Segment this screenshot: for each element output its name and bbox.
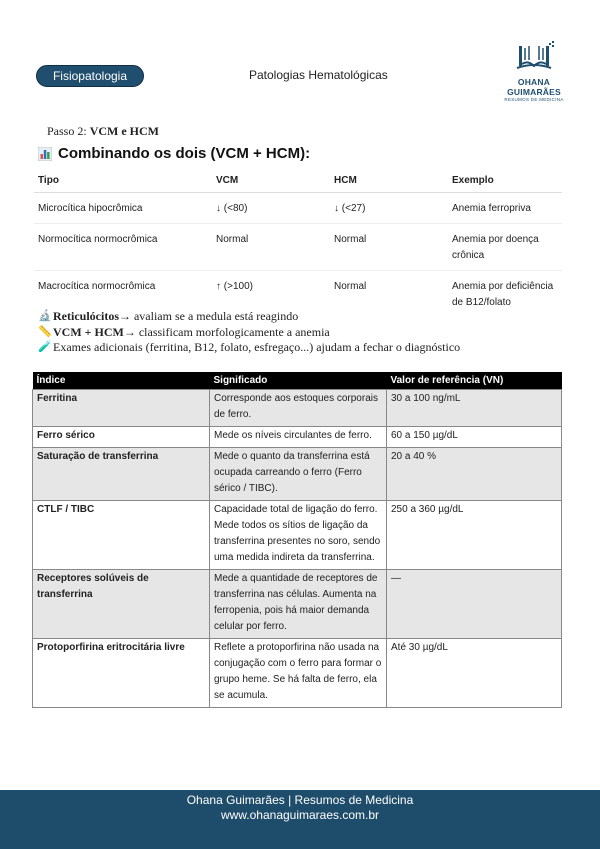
table-cell: ↓ (<80)	[212, 193, 330, 224]
table-cell: 60 a 150 µg/dL	[387, 427, 562, 448]
table-cell: Normal	[330, 224, 448, 271]
table-row	[33, 390, 562, 427]
section-badge: Fisiopatologia	[36, 65, 144, 87]
table-row	[33, 427, 562, 448]
table-row	[34, 193, 562, 224]
table-cell: Ferritina	[33, 390, 210, 427]
column-header: Exemplo	[448, 169, 562, 193]
table-cell: Anemia ferropriva	[448, 193, 562, 224]
table-cell: Saturação de transferrina	[33, 448, 210, 501]
table-header-row	[34, 169, 562, 193]
table-cell: Normal	[212, 224, 330, 271]
table-cell: ↓ (<27)	[330, 193, 448, 224]
column-header: VCM	[212, 169, 330, 193]
table-cell: —	[387, 570, 562, 639]
table-cell: Microcítica hipocrômica	[34, 193, 212, 224]
logo-subtitle: RESUMOS DE MEDICINA	[504, 97, 564, 102]
column-header: Índice	[33, 372, 210, 390]
table-cell: Corresponde aos estoques corporais de ferro.	[210, 390, 387, 427]
step-heading	[47, 124, 159, 139]
table-cell: 30 a 100 ng/mL	[387, 390, 562, 427]
notes-list	[38, 309, 460, 356]
table-cell: 250 a 360 µg/dL	[387, 501, 562, 570]
table-row	[33, 448, 562, 501]
anemia-classification-table	[34, 169, 562, 317]
table-cell: Reflete a protoporfirina não usada na conjugação com o ferro para formar o grupo heme. Se há falta de ferro, ela se acumula.	[210, 639, 387, 708]
list-item	[38, 309, 460, 325]
table-cell: Normal	[334, 281, 367, 292]
table-cell: Receptores solúveis de transferrina	[33, 570, 210, 639]
footer	[0, 790, 600, 849]
section-title-text: Combinando os dois (VCM + HCM):	[58, 145, 311, 162]
table-cell: Mede os níveis circulantes de ferro.	[210, 427, 387, 448]
header-title: Patologias Hematológicas	[249, 68, 388, 82]
test-tube-icon: 🧪	[38, 341, 52, 353]
microscope-icon: 🔬	[38, 310, 52, 322]
footer-credit: Ohana Guimarães | Resumos de Medicina	[186, 793, 414, 807]
table-row	[33, 639, 562, 708]
table-cell: Macrocítica normocrômica	[38, 281, 156, 292]
iron-indices-table	[32, 372, 562, 708]
table-cell: Anemia por deficiência de B12/folato	[452, 281, 554, 308]
column-header: Tipo	[34, 169, 212, 193]
logo-name: OHANA GUIMARÃES	[507, 77, 561, 97]
step-bold: VCM e HCM	[89, 124, 159, 138]
ruler-icon: 📏	[38, 325, 52, 338]
book-logo-icon	[509, 40, 559, 76]
table-cell: Ferro sérico	[33, 427, 210, 448]
list-item	[38, 340, 460, 356]
table-cell: Mede a quantidade de receptores de transferrina nas células. Aumenta na ferropenia, pois há maior demanda celular por ferro.	[210, 570, 387, 639]
table-row	[33, 570, 562, 639]
column-header: Valor de referência (VN)	[387, 372, 562, 390]
note-text: → avaliam se a medula está reagindo	[118, 309, 299, 323]
note-bold: VCM + HCM	[53, 324, 124, 339]
table-cell: Protoporfirina eritrocitária livre	[33, 639, 210, 708]
table-row	[34, 224, 562, 271]
footer-website-link[interactable]: www.ohanaguimaraes.com.br	[220, 808, 380, 822]
table-cell: Mede o quanto da transferrina está ocupada carreando o ferro (Ferro sérico / TIBC).	[210, 448, 387, 501]
table-cell: Até 30 µg/dL	[387, 639, 562, 708]
table-cell: Capacidade total de ligação do ferro. Mede todos os sítios de ligação da transferrina presentes no soro, sendo uma medida indireta da transferrina.	[210, 501, 387, 570]
table-cell: 20 a 40 %	[387, 448, 562, 501]
table-cell: ↑ (>100)	[216, 281, 253, 292]
table-cell: CTLF / TIBC	[33, 501, 210, 570]
logo	[494, 40, 574, 102]
bar-chart-icon	[38, 147, 52, 161]
column-header: Significado	[210, 372, 387, 390]
table-cell: Anemia por doença crônica	[448, 224, 562, 271]
list-item	[38, 325, 460, 341]
table-cell: Normocítica normocrômica	[34, 224, 212, 271]
table-header-row	[33, 372, 562, 390]
note-bold: Reticulócitos	[53, 309, 119, 323]
note-text: Exames adicionais (ferritina, B12, folato, esfregaço...) ajudam a fechar o diagnóstico	[53, 340, 461, 354]
section-title	[38, 145, 310, 162]
note-text: → classificam morfologicamente a anemia	[123, 324, 330, 339]
step-prefix: Passo 2:	[47, 124, 90, 138]
table-row	[33, 501, 562, 570]
column-header: HCM	[330, 169, 448, 193]
